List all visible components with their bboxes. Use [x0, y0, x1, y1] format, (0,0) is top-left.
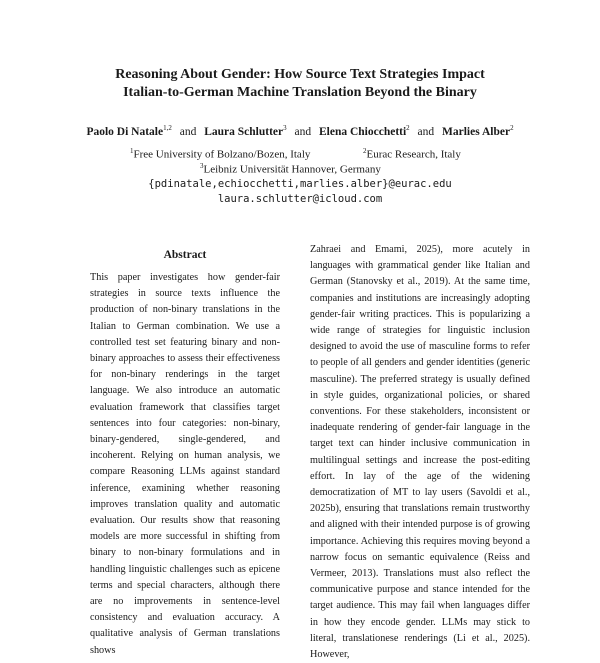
abstract-heading: Abstract — [163, 249, 207, 261]
abstract-body: This paper investigates how gender-fair strategies in source texts influence the production of non-binary translations in the Italian to German combination. We use a controlled test set featuring binary and non-binary approaches to assess their effectiveness for non-binary renderings in the target language. We also introduce an automatic evaluation framework that classifies target sentences into four categories: non-binary, binary-gendered, single-gendered, and incoherent. Relying on human analysis, we compare Reasoning LLMs against standard inference, examining whether reasoning improves translation quality and automatic evaluation. Our results show that reasoning models are more successful in shifting from binary to non-binary formulations and in handling linguistic challenges such as epicene terms and special characters, although there are no improvements in sentence-level consistency and evaluation accuracy. A qualitative analysis of German translations shows — [90, 272, 280, 656]
author-separator: and — [417, 125, 435, 138]
author-affil-mark: 2 — [406, 124, 410, 132]
affiliation-text: Free University of Bolzano/Bozen, Italy — [133, 148, 311, 161]
email-line: laura.schlutter@icloud.com — [217, 193, 383, 205]
affiliation-text: Leibniz Universität Hannover, Germany — [203, 163, 381, 176]
affiliation — [200, 162, 381, 176]
author-affil-mark: 3 — [283, 124, 287, 132]
author-name: Marlies Alber — [442, 125, 511, 138]
affiliation — [363, 147, 461, 161]
email-line: {pdinatale,echiocchetti,marlies.alber}@eurac.edu — [148, 178, 452, 190]
title-line-2: Italian-to-German Machine Translation Beyond the Binary — [123, 85, 477, 100]
author-list — [0, 124, 600, 138]
affiliation-mark: 1 — [130, 147, 134, 155]
paper-title — [40, 66, 560, 102]
affiliation-mark: 3 — [200, 162, 204, 170]
affiliation-mark: 2 — [363, 147, 367, 155]
author-name: Paolo Di Natale — [86, 125, 164, 138]
author-affil-mark: 2 — [510, 124, 514, 132]
author-separator: and — [294, 125, 312, 138]
title-line-1: Reasoning About Gender: How Source Text Strategies Impact — [115, 67, 485, 82]
introduction-body: Zahraei and Emami, 2025), more acutely in languages with grammatical gender like Italian and German (Stanovsky et al., 2019). At the same time, companies and institutions are increasingly adopting gender-fair writing practices. This is popularizing a wide range of strategies for linguistic inclusion designed to avoid the use of masculine forms to refer to people of all genders and gender identities (generic masculine). The preferred strategy is usually defined in style guides, organizational policies, or shared conventions. For these stakeholders, inconsistent or inadequate rendering of gender-fair language in the target text can hinder inclusive communication in multilingual settings and increase the post-editing effort. In lay of the age of the widening democratization of MT to lay users (Savoldi et al., 2025b), ensuring that translations remain trustworthy and aligned with their intended purpose is of growing importance. Achieving this requires moving beyond a narrow focus on semantic equivalence (Reiss and Vermeer, 2013). Translations must also reflect the communicative purpose and stance intended for the target audience. This may fail when languages differ in how they encode gender. LLMs may stick to literal, translationese renderings (Li et al., 2025). However, — [310, 244, 530, 661]
affiliation-text: Eurac Research, Italy — [366, 148, 461, 161]
author-separator: and — [179, 125, 197, 138]
author-affil-mark: 1,2 — [163, 124, 172, 132]
author-name: Laura Schlutter — [204, 125, 284, 138]
affiliation — [130, 147, 310, 161]
author-name: Elena Chiocchetti — [318, 125, 407, 138]
